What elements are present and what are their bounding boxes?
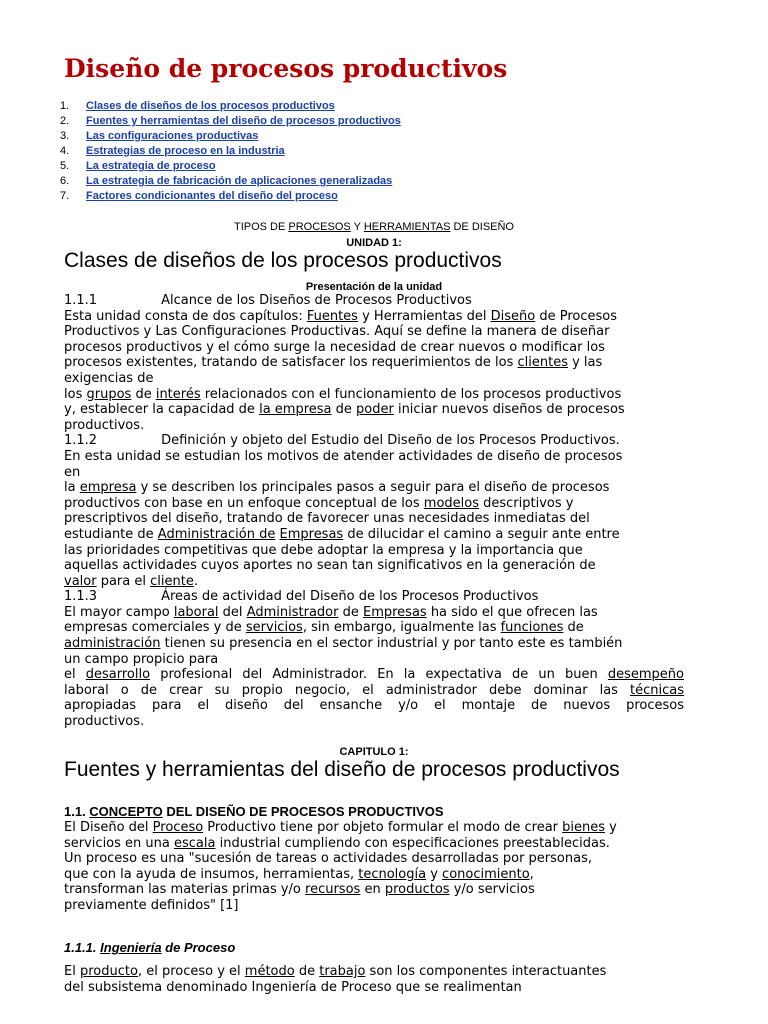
section-title-fuentes: Fuentes y herramientas del diseño de procesos productivos — [64, 758, 620, 781]
capitulo-label: CAPITULO 1: — [339, 746, 409, 758]
link-metodo[interactable]: método — [244, 964, 295, 979]
link-servicios[interactable]: servicios — [245, 620, 303, 636]
subsection-heading: 1.1.1 Alcance de los Diseños de Procesos Productivos — [64, 293, 472, 308]
link-interes[interactable]: interés — [155, 386, 201, 402]
concepto-body: El Diseño del Proceso Productivo tiene por objeto formular el modo de crear bienes y servicios en una escala industrial cumpliendo con especificaciones preestablecidas. Un proceso es una "sucesión de tareas o actividades desarrolladas por personas, que con la ayuda de insumos, herramientas, tecnología y conocimiento, transforman las materias primas y/o recursos en productos y/o servicios previamente definidos" [1] — [64, 820, 617, 913]
link-producto[interactable]: producto — [79, 964, 138, 979]
section-title-clases: Clases de diseños de los procesos productivos — [64, 249, 502, 272]
toc-item: 2. Fuentes y herramientas del diseño de procesos productivos — [60, 115, 401, 127]
link-bienes[interactable]: bienes — [562, 820, 606, 835]
toc-item: 1. Clases de diseños de los procesos productivos — [60, 100, 335, 112]
link-poder[interactable]: poder — [356, 402, 394, 418]
herramientas-link[interactable]: HERRAMIENTAS — [363, 221, 451, 233]
concepto-heading: 1.1. CONCEPTO DEL DISEÑO DE PROCESOS PRODUCTIVOS — [64, 804, 444, 819]
link-tecnologia[interactable]: tecnología — [358, 866, 427, 882]
page-title: Diseño de procesos productivos — [64, 54, 508, 83]
subsection-heading: 1.1.2 Definición y objeto del Estudio del Diseño de los Procesos Productivos. — [64, 433, 620, 449]
link-trabajo[interactable]: trabajo — [319, 964, 366, 979]
link-concepto[interactable]: CONCEPTO — [89, 804, 163, 819]
link-laboral[interactable]: laboral — [173, 604, 219, 620]
table-of-contents — [60, 99, 401, 204]
unidad-label: UNIDAD 1: — [346, 237, 402, 249]
toc-item: 6. La estrategia de fabricación de aplicaciones generalizadas — [60, 175, 393, 187]
procesos-link[interactable]: PROCESOS — [288, 221, 351, 233]
toc-item: 3. Las configuraciones productivas — [60, 130, 259, 142]
link-escala[interactable]: escala — [174, 835, 216, 851]
link-productos[interactable]: productos — [384, 882, 450, 898]
link-conocimiento[interactable]: conocimiento — [442, 866, 530, 882]
toc-link[interactable]: Las configuraciones productivas — [86, 130, 259, 142]
toc-link[interactable]: La estrategia de proceso — [86, 160, 216, 172]
toc-link[interactable]: Clases de diseños de los procesos productivos — [86, 100, 335, 112]
link-la-empresa[interactable]: la empresa — [259, 402, 332, 418]
toc-item: 7. Factores condicionantes del diseño del proceso — [60, 190, 338, 202]
link-fuentes[interactable]: Fuentes — [306, 308, 358, 324]
presentacion-label: Presentación de la unidad — [305, 281, 443, 293]
toc-item: 5. La estrategia de proceso — [60, 160, 216, 172]
link-modelos[interactable]: modelos — [423, 495, 479, 511]
link-funciones[interactable]: funciones — [500, 620, 564, 636]
toc-item: 4. Estrategias de proceso en la industria — [60, 145, 285, 157]
link-grupos[interactable]: grupos — [86, 386, 132, 402]
tipos-heading: TIPOS DE PROCESOS Y HERRAMIENTAS DE DISEÑO — [234, 221, 514, 233]
link-proceso[interactable]: Proceso — [152, 820, 204, 835]
link-recursos[interactable]: recursos — [305, 882, 361, 898]
toc-link[interactable]: La estrategia de fabricación de aplicaciones generalizadas — [86, 175, 393, 187]
toc-link[interactable]: Factores condicionantes del diseño del proceso — [86, 190, 338, 202]
ingenieria-body: El producto, el proceso y el método de trabajo son los componentes interactuantes del subsistema denominado Ingeniería de Proceso que se realimentan — [64, 964, 607, 995]
link-desempeno[interactable]: desempeño — [607, 667, 684, 683]
ingenieria-heading: 1.1.1. Ingeniería de Proceso — [64, 940, 236, 955]
link-empresa[interactable]: empresa — [79, 480, 137, 496]
link-administracion[interactable]: Administración de — [157, 526, 276, 542]
unit-body: 1.1.1 Alcance de los Diseños de Procesos Productivos Esta unidad consta de dos capítulos: Fuentes y Herramientas del Diseño de Procesos Productivos y Las Configuraciones Productivas. Aquí se define la manera de diseñar procesos productivos y el cómo surge la necesidad de crear nuevos o modificar los procesos existentes, tratando de satisfacer los requerimientos de los clientes y las exigencias de los grupos de interés relacionados con el funcionamiento de los procesos productivos y, establecer la capacidad de la empresa de poder iniciar nuevos diseños de procesos productivos. 1.1.2 Definición y objeto del Estudio del Diseño de los Procesos Productivos. En esta unidad se estudian los motivos de atender actividades de diseño de procesos en la empresa y se describen los principales pasos a seguir para el diseño de procesos productivos con base en un enfoque conceptual de los modelos descriptivos y prescriptivos del diseño, tratando de favorecer unas necesidades inmediatas del estudiante de Administración de Empresas de dilucidar el camino a seguir ante entre las prioridades competitivas que debe adoptar la empresa y la importancia que aquellas actividades cuyos aportes no sean tan significativos en la generación de valor para el cliente. 1.1.3 Áreas de actividad del Diseño de los Procesos Productivos El mayor campo laboral del Administrador de Empresas ha sido el que ofrecen las empresas comerciales y de servicios, sin embargo, igualmente las funciones de administración tienen su presencia en el sector industrial y por tanto este es también un campo propicio para el desarrollo profesional del Administrador. En la expectativa de un buen desempeño laboral o de crear su propio negocio, el administrador debe dominar las técnicas apropiadas para el diseño del ensanche y/o el montaje de nuevos procesos productivos. — [64, 293, 684, 730]
link-tecnicas[interactable]: técnicas — [630, 682, 684, 698]
link-ingenieria[interactable]: Ingeniería — [100, 940, 162, 955]
link-desarrollo[interactable]: desarrollo — [85, 667, 151, 683]
link-empresas[interactable]: Empresas — [279, 526, 344, 542]
link-empresas[interactable]: Empresas — [362, 604, 427, 620]
link-administracion-2[interactable]: administración — [64, 636, 161, 652]
subsection-heading: 1.1.3 Áreas de actividad del Diseño de los Procesos Productivos — [64, 589, 539, 605]
link-cliente[interactable]: cliente — [150, 573, 194, 589]
toc-link[interactable]: Fuentes y herramientas del diseño de procesos productivos — [86, 115, 401, 127]
link-diseno[interactable]: Diseño — [490, 308, 536, 324]
link-administrador[interactable]: Administrador — [246, 604, 339, 620]
link-valor[interactable]: valor — [64, 573, 97, 589]
link-clientes[interactable]: clientes — [517, 355, 568, 371]
toc-link[interactable]: Estrategias de proceso en la industria — [86, 145, 285, 157]
